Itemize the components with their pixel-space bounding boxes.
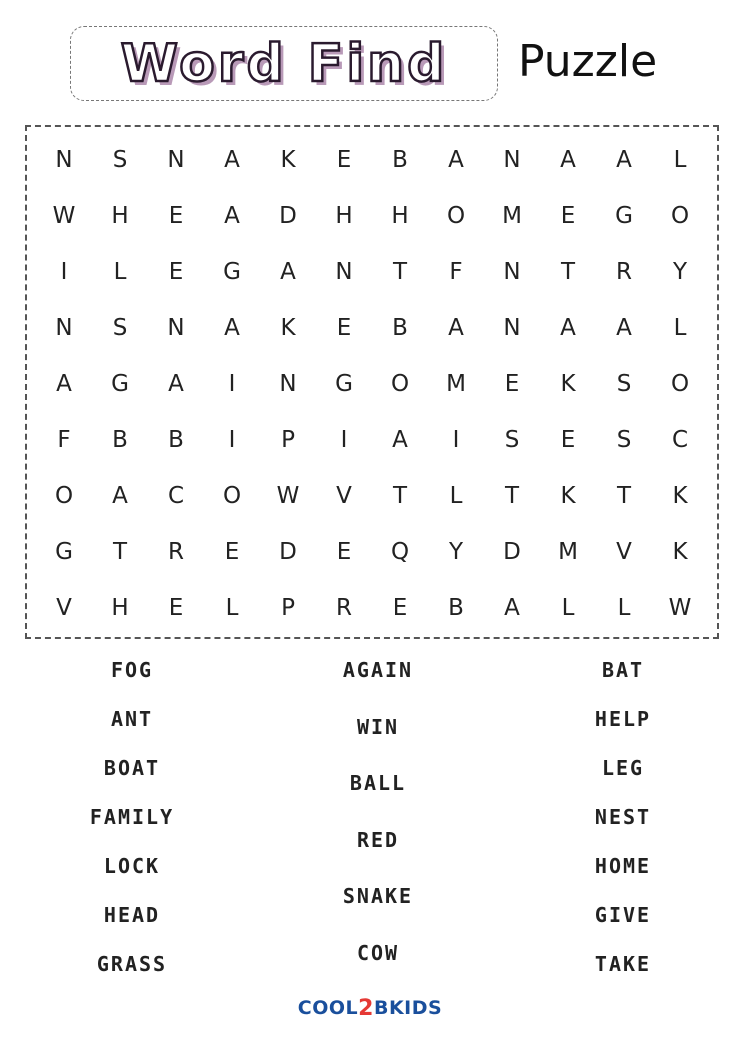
grid-letter: E [504,371,520,397]
grid-letter: A [504,595,520,621]
word-list-item: COW [356,940,400,965]
grid-letter: A [280,259,296,285]
grid-letter: K [280,315,296,341]
grid-letter: N [503,315,521,341]
page-subtitle: Puzzle [518,36,658,87]
grid-letter: I [228,371,236,397]
grid-letter: K [280,147,296,173]
grid-letter: K [560,371,576,397]
grid-letter: G [223,259,241,285]
grid-letter: K [560,483,576,509]
grid-letter: L [673,315,687,341]
word-list-item: BAT [601,658,645,682]
grid-letter: T [112,539,128,565]
letter-grid-frame [25,125,719,639]
grid-letter: V [336,483,352,509]
grid-letter: I [228,427,236,453]
grid-letter: M [502,203,522,229]
grid-letter: O [54,483,74,509]
grid-letter: N [167,315,185,341]
grid-letter: A [560,147,576,173]
grid-letter: E [336,539,352,565]
grid-letter: V [616,539,632,565]
grid-letter: L [617,595,631,621]
grid-letter: Y [672,259,688,285]
word-list-item: LOCK [103,854,161,878]
grid-letter: E [168,259,184,285]
grid-letter: H [111,595,129,621]
grid-letter: O [222,483,242,509]
grid-letter: F [57,427,71,453]
grid-letter: B [392,147,408,173]
grid-letter: T [392,483,408,509]
grid-letter: T [560,259,576,285]
word-list-item: BOAT [103,756,161,780]
grid-letter: S [112,147,128,173]
grid-letter: D [279,539,297,565]
grid-letter: R [336,595,352,621]
grid-letter: L [225,595,239,621]
grid-letter: N [55,147,73,173]
grid-letter: G [615,203,633,229]
word-list-item: NEST [594,805,652,829]
grid-letter: N [279,371,297,397]
word-list-item: RED [356,827,400,852]
page-title: Word Find [120,33,448,94]
word-list-item: HELP [594,707,652,731]
grid-letter: G [111,371,129,397]
grid-letter: T [504,483,520,509]
grid-letter: S [112,315,128,341]
grid-letter: K [672,483,688,509]
logo-text-cool: COOL [297,997,359,1019]
grid-letter: V [56,595,72,621]
word-list-item: AGAIN [342,658,414,682]
grid-letter: R [168,539,184,565]
grid-letter: E [168,203,184,229]
logo-text-bkids: BKIDS [373,997,443,1019]
grid-letter: S [616,371,632,397]
grid-letter: O [446,203,466,229]
grid-letter: P [281,427,295,453]
grid-letter: A [224,315,240,341]
grid-letter: A [392,427,408,453]
grid-letter: L [113,259,127,285]
grid-letter: A [448,147,464,173]
grid-letter: A [168,371,184,397]
grid-letter: Y [448,539,464,565]
grid-letter: W [276,483,300,509]
word-list-item: BALL [349,771,407,795]
grid-letter: W [52,203,76,229]
grid-letter: E [336,147,352,173]
grid-letter: E [168,595,184,621]
grid-letter: N [503,259,521,285]
grid-letter: O [670,371,690,397]
grid-letter: W [668,595,692,621]
grid-letter: H [391,203,409,229]
title-box [70,26,498,101]
grid-letter: T [616,483,632,509]
grid-letter: L [673,147,687,173]
grid-letter: D [503,539,521,565]
grid-letter: A [56,371,72,397]
grid-letter: A [560,315,576,341]
word-list-item: GIVE [594,903,652,927]
grid-letter: A [224,203,240,229]
grid-letter: B [448,595,464,621]
grid-letter: B [112,427,128,453]
grid-letter: A [448,315,464,341]
word-list-item: LEG [601,756,645,780]
grid-letter: H [335,203,353,229]
logo-text-two: 2 [358,995,374,1021]
grid-letter: N [503,147,521,173]
grid-letter: C [167,483,185,509]
grid-letter: L [449,483,463,509]
grid-letter: E [560,427,576,453]
grid-letter: T [392,259,408,285]
grid-letter: I [60,259,68,285]
word-list-item: FAMILY [89,805,175,829]
grid-letter: P [281,595,295,621]
brand-logo [297,993,443,1023]
grid-letter: N [167,147,185,173]
grid-letter: B [168,427,184,453]
grid-letter: O [670,203,690,229]
grid-letter: N [335,259,353,285]
grid-letter: Q [390,539,410,565]
word-list-item: ANT [110,707,154,731]
word-list-item: FOG [110,658,154,682]
word-list-item: GRASS [96,952,168,976]
grid-letter: C [671,427,689,453]
grid-letter: K [672,539,688,565]
grid-letter: E [392,595,408,621]
word-list-item: SNAKE [342,884,414,908]
grid-letter: R [616,259,632,285]
grid-letter: S [616,427,632,453]
grid-letter: G [335,371,353,397]
grid-letter: I [340,427,348,453]
grid-letter: M [446,371,466,397]
grid-letter: A [112,483,128,509]
grid-letter: A [616,315,632,341]
grid-letter: S [504,427,520,453]
grid-letter: G [55,539,73,565]
grid-letter: E [224,539,240,565]
word-list-item: HOME [594,854,652,878]
grid-letter: E [336,315,352,341]
grid-letter: M [558,539,578,565]
grid-letter: N [55,315,73,341]
grid-letter: F [449,259,463,285]
letter-grid [27,127,717,637]
grid-letter: D [279,203,297,229]
grid-letter: B [392,315,408,341]
word-list-item: WIN [356,714,400,739]
grid-letter: I [452,427,460,453]
word-list-item: TAKE [594,952,652,976]
grid-letter: A [224,147,240,173]
grid-letter: L [561,595,575,621]
grid-letter: O [390,371,410,397]
grid-letter: E [560,203,576,229]
grid-letter: A [616,147,632,173]
grid-letter: H [111,203,129,229]
word-list-item: HEAD [103,903,161,927]
